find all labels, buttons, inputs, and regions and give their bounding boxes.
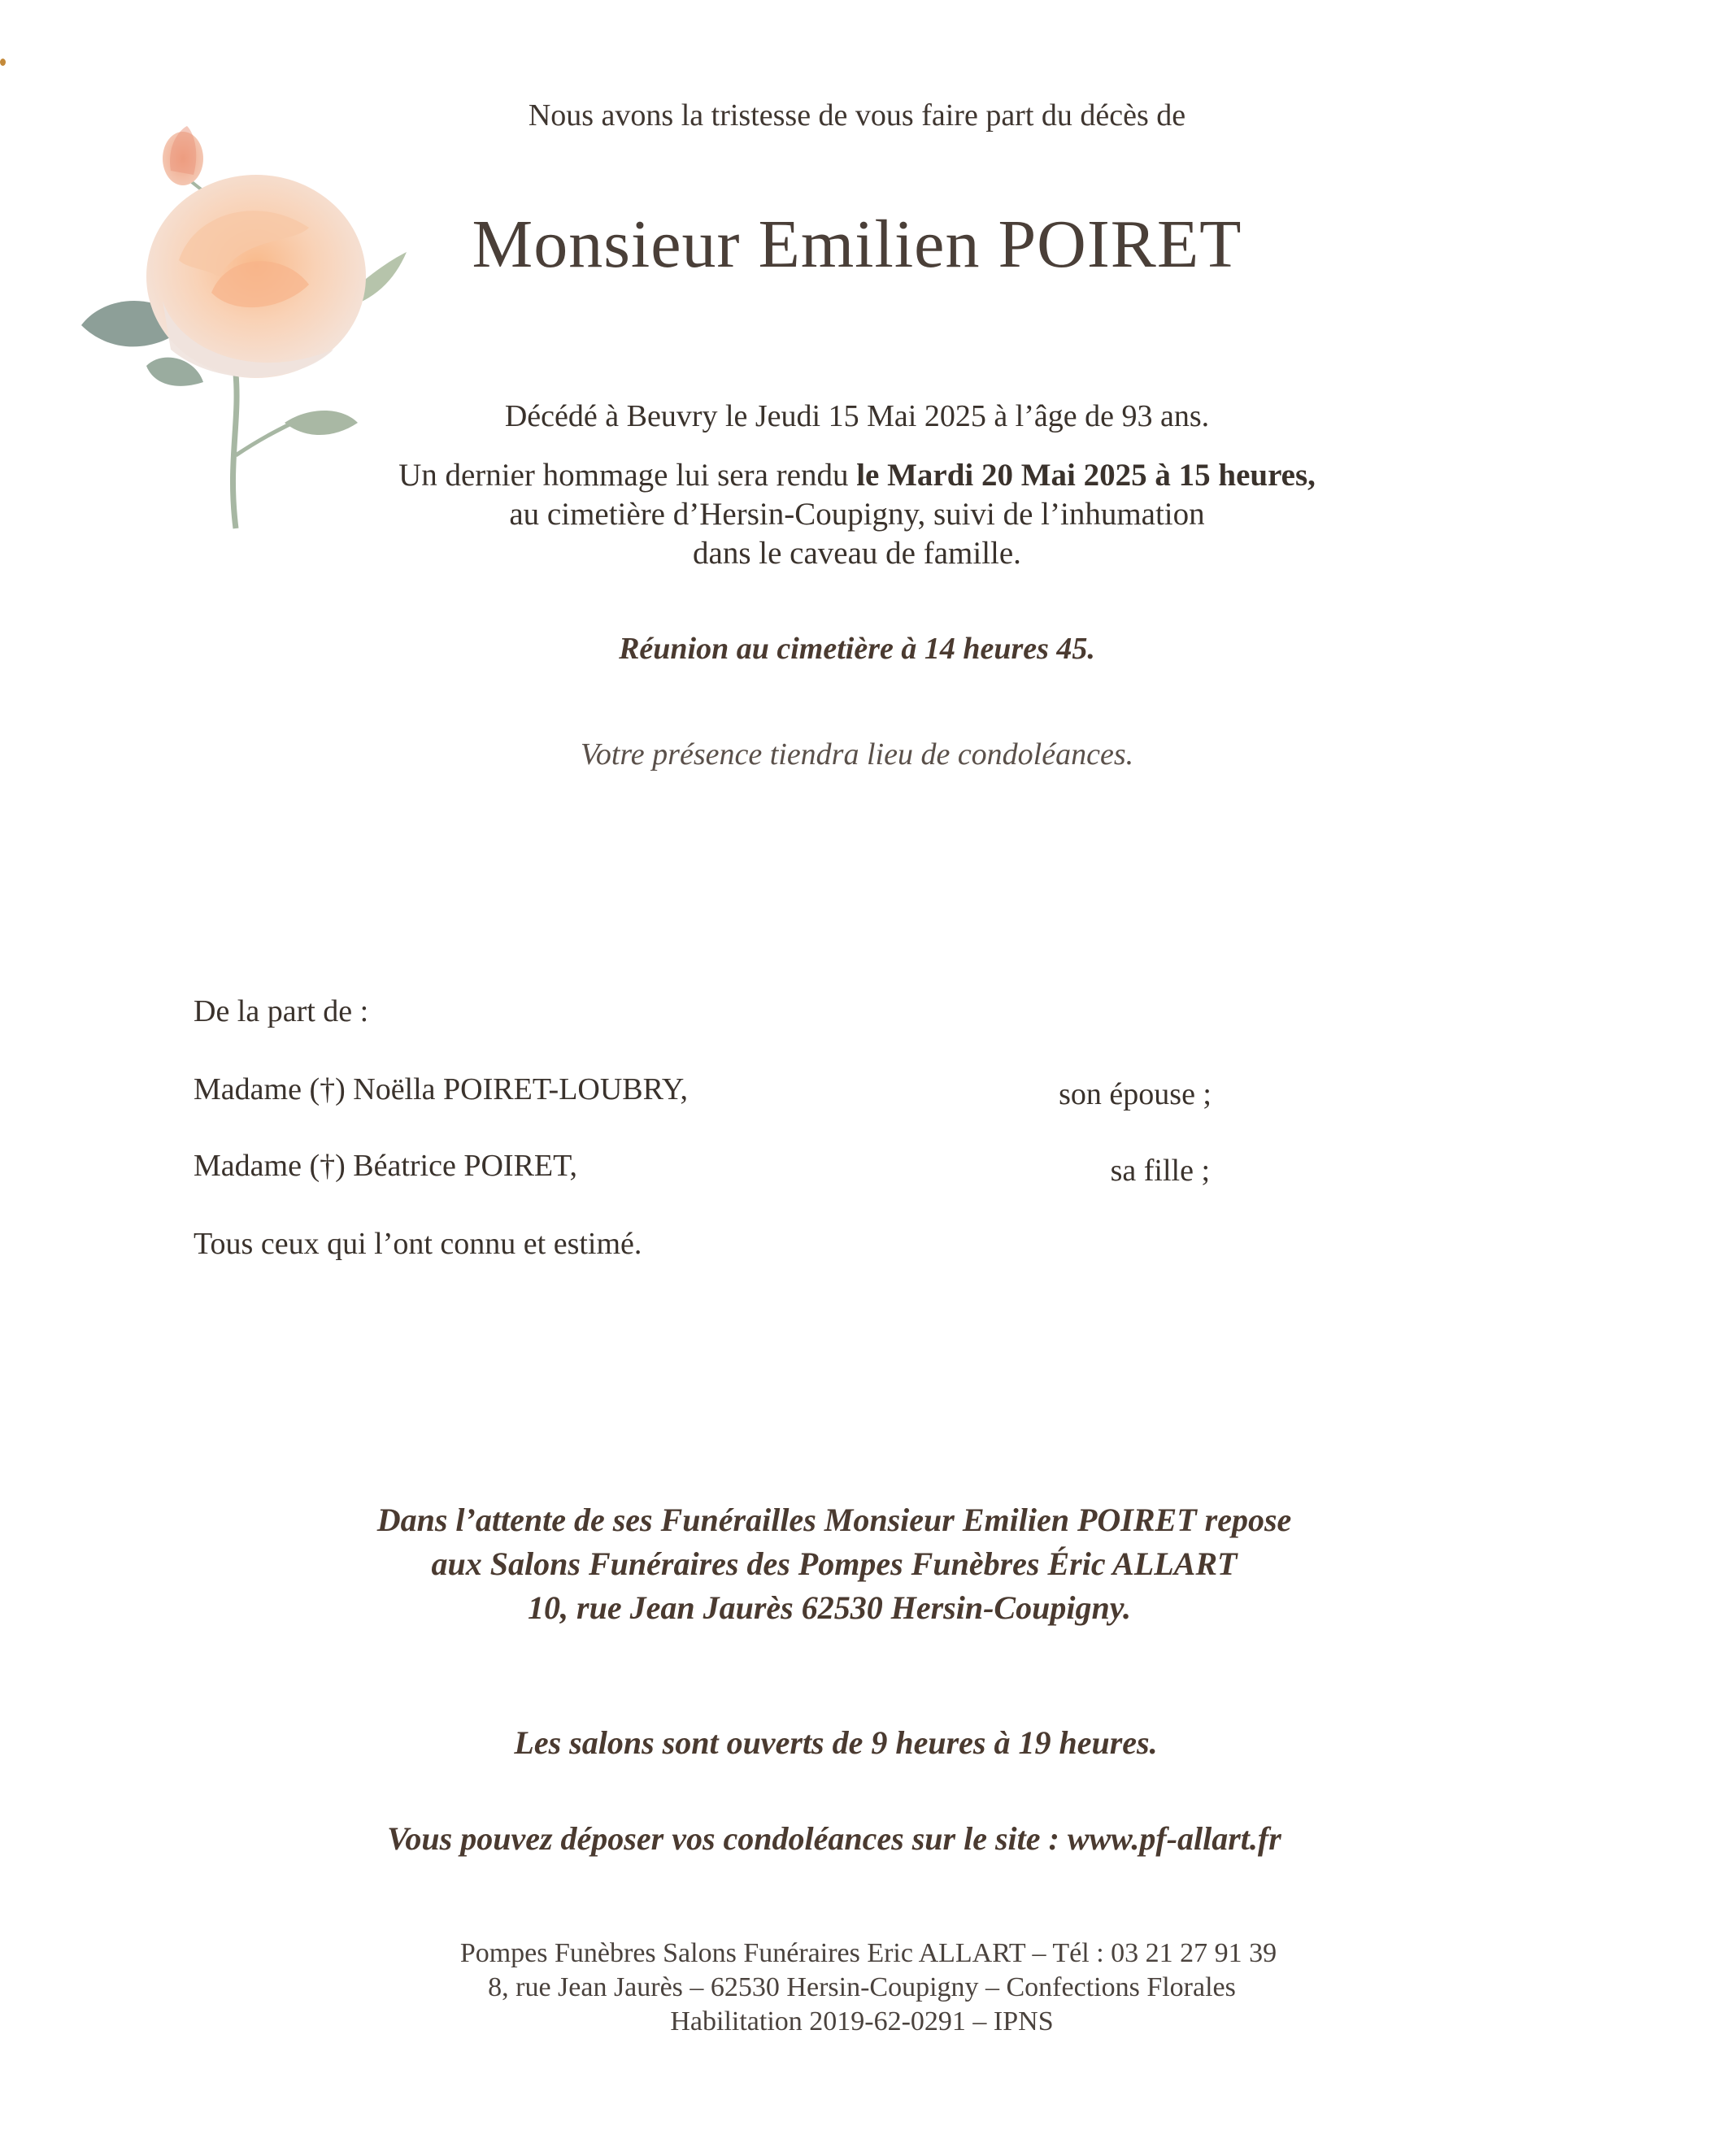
tribute-line bbox=[0, 457, 1714, 493]
deceased-name: Monsieur Emilien POIRET bbox=[472, 206, 1242, 282]
intro-text: Nous avons la tristesse de vous faire part du décès de bbox=[528, 98, 1186, 133]
family-member-name: Madame (†) Noëlla POIRET-LOUBRY, bbox=[194, 1072, 688, 1106]
salon-hours: Les salons sont ouverts de 9 heures à 19 heures. bbox=[514, 1724, 1158, 1761]
family-member-relation: son épouse ; bbox=[1059, 1077, 1212, 1111]
from-label: De la part de : bbox=[194, 994, 369, 1028]
cemetery-line: au cimetière d’Hersin-Coupigny, suivi de l’inhumation bbox=[509, 497, 1205, 532]
all-acquaintances: Tous ceux qui l’ont connu et estimé. bbox=[194, 1227, 642, 1261]
funeral-rest-line-1: Dans l’attente de ses Funérailles Monsieur Emilien POIRET repose bbox=[376, 1502, 1292, 1538]
vault-line: dans le caveau de famille. bbox=[693, 536, 1021, 571]
family-member-name: Madame (†) Béatrice POIRET, bbox=[194, 1149, 578, 1183]
tribute-prefix: Un dernier hommage lui sera rendu bbox=[398, 458, 857, 493]
tribute-date: le Mardi 20 Mai 2025 à 15 heures, bbox=[856, 458, 1316, 493]
footer-address: 8, rue Jean Jaurès – 62530 Hersin-Coupigny – Confections Florales bbox=[488, 1972, 1236, 2002]
condolences-website: Vous pouvez déposer vos condoléances sur le site : www.pf-allart.fr bbox=[387, 1820, 1281, 1857]
meeting-time: Réunion au cimetière à 14 heures 45. bbox=[619, 632, 1095, 666]
death-statement: Décédé à Beuvry le Jeudi 15 Mai 2025 à l’âge de 93 ans. bbox=[504, 399, 1210, 433]
family-member-relation: sa fille ; bbox=[1110, 1154, 1210, 1188]
footer-license: Habilitation 2019-62-0291 – IPNS bbox=[670, 2006, 1054, 2036]
funeral-address: 10, rue Jean Jaurès 62530 Hersin-Coupigny. bbox=[528, 1589, 1131, 1626]
paper-speck bbox=[0, 59, 6, 66]
condolences-note: Votre présence tiendra lieu de condoléances. bbox=[580, 737, 1134, 772]
funeral-rest-line-2: aux Salons Funéraires des Pompes Funèbres Éric ALLART bbox=[431, 1545, 1238, 1582]
footer-company: Pompes Funèbres Salons Funéraires Eric ALLART – Tél : 03 21 27 91 39 bbox=[459, 1938, 1277, 1968]
